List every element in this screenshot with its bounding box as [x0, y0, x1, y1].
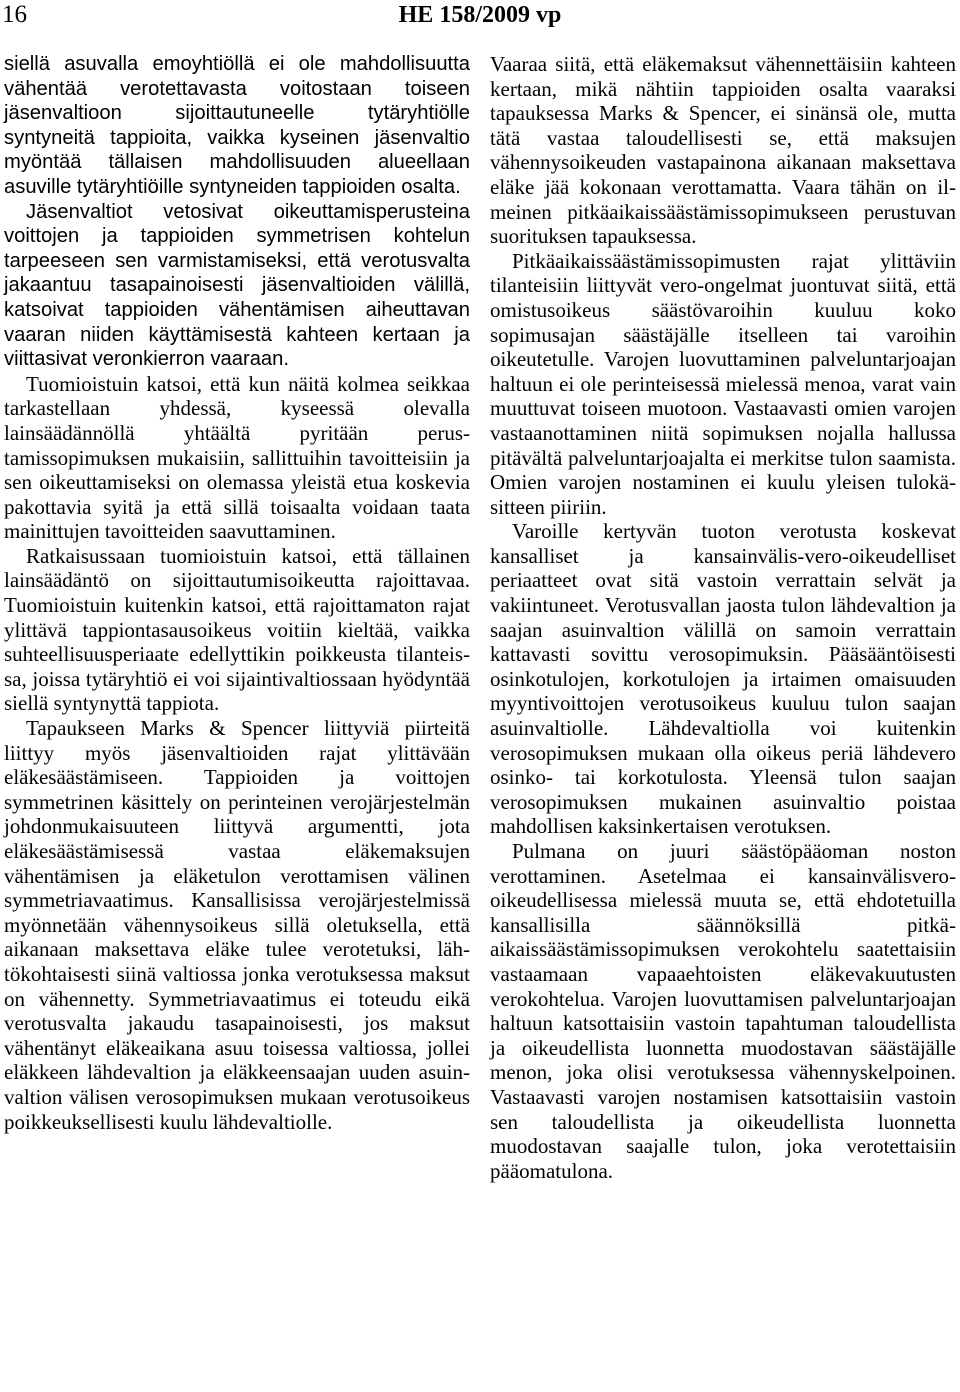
page-header [0, 0, 960, 40]
paragraph: Varoille kertyvän tuoton verotusta koskevat kansalliset ja kansainvälis-vero-oikeudelliset periaatteet ovat sitä vastoin verrattain selvät ja vakiintuneet. Verotusvallan jaosta tulon lähdevaltion ja saajan asuinvaltion välillä on samoin verrattain kattavasti sovittu verosopimuksin. Pääsääntöisesti osinkotulojen, korkotulojen ja irtaimen omaisuuden myyntivoittojen verotusoikeus kuuluu tulon saajan asuinvaltiolle. Lähdevaltiolla voi kuitenkin verosopimuksen mukaan olla oikeus periä lähdevero osinko- tai korkotulosta. Yleensä tulon saajan verosopimuksen mukainen asuinvaltio poistaa mahdollisen kaksinkertaisen verotuksen. [490, 519, 956, 839]
paragraph: Tapaukseen Marks & Spencer liittyviä piirteitä liittyy myös jäsenvaltioiden rajat ylittävään eläkesäästämiseen. Tappioiden ja voittojen symmetrinen käsittely on perinteinen verojärjestelmän johdonmukaisuuteen liittyvä argumentti, jota eläkesäästämisessä vastaa eläkemaksujen vähentämisen ja eläketulon verottamisen välinen symmetriavaatimus. Kansallisissa verojärjestelmissä myönnetään vähennysoikeus sillä oletuksella, että aikanaan maksettava eläke tulee verotetuksi, lähtökohtaisesti siinä valtiossa jonka verotuksessa maksut on vähennetty. Symmetriavaatimus ei toteudu eikä verotusvalta jakaudu tasapainoisesti, jos maksut vähentänyt eläkeaikana asuu toisessa valtiossa, jollei eläkkeen lähdevaltion ja eläkkeensaajan uuden asuinvaltion välisen verosopimuksen mukaan verotusoikeus poikkeuksellisesti kuulu lähdevaltiolle. [4, 716, 470, 1134]
paragraph: Tuomioistuin katsoi, että kun näitä kolmea seikkaa tarkastellaan yhdessä, kyseessä olevalla lainsäädännöllä yhtäältä pyritään perustamissopimuksen mukaisiin, sallittuihin tavoitteisiin ja sen oikeuttamiseksi on olemassa yleistä etua koskevia pakottavia syitä ja että sillä toisaalta voidaan taata mainittujen tavoitteiden saavuttaminen. [4, 371, 470, 544]
right-column [490, 52, 956, 1183]
paragraph: Pulmana on juuri säästöpääoman noston verottaminen. Asetelmaa ei kansainvälisvero-oikeudellisessa mielessä muuta se, että ehdotetuilla kansallisilla säännöksillä pitkäaikaissäästämissopimuksen verokohtelu saatettaisiin vastaamaan vapaaehtoisten eläkevakuutusten verokohtelua. Varojen luovuttamisen palveluntarjoajan haltuun katsottaisiin vastoin tapahtuman taloudellista ja oikeudellista luonnetta muodostavan säästäjälle menon, joka olisi verotuksessa vähennyskelpoinen. Vastaavasti varojen nostamisen katsottaisiin vastoin sen taloudellista ja oikeudellista luonnetta muodostavan saajalle tulon, joka verotettaisiin pääomatulona. [490, 839, 956, 1183]
paragraph: siellä asuvalla emoyhtiöllä ei ole mahdollisuutta vähentää verotettavasta voitostaan toiseen jäsenvaltioon sijoittautuneelle tytäryhtiölle syntyneitä tappioita, vaikka kyseinen jäsenvaltio myöntää tällaisen mahdollisuuden alueellaan asuville tytäryhtiöille syntyneiden tappioiden osalta. [4, 53, 470, 198]
paragraph: Jäsenvaltiot vetosivat oikeuttamisperusteina voittojen ja tappioiden symmetrisen kohtelun tarpeeseen sen varmistamiseksi, että verotusvalta jakaantuu tasapainoisesti jäsenvaltioiden välillä, katsoivat tappioiden vähentämisen aiheuttavan vaaran niiden käyttämisestä kahteen kertaan ja viittasivat veronkierron vaaraan. [4, 200, 470, 371]
page-number: 16 [2, 1, 27, 28]
document-id: HE 158/2009 vp [398, 2, 562, 28]
paragraph: Vaaraa siitä, että eläkemaksut vähennettäisiin kahteen kertaan, mikä nähtiin tappioiden osalta vaaraksi tapauksessa Marks & Spencer, ei sinänsä ole, mutta tätä vastaa taloudellisesti se, että maksujen vähennysoikeuden vastapainona aikanaan maksettava eläke jää kokonaan verottamatta. Vaara tähän on ilmeinen pitkäaikaissäästämissopimukseen perustuvan suorituksen tapauksessa. [490, 52, 956, 249]
paragraph: Pitkäaikaissäästämissopimusten rajat ylittäviin tilanteisiin liittyvät vero-ongelmat juontuvat siitä, että omistusoikeus säästövaroihin kuuluu koko sopimusajan säästäjälle itselleen tai varoihin oikeutetulle. Varojen luovuttaminen palveluntarjoajan haltuun ei ole perinteisessä mielessä menoa, varat vain muuttuvat toiseen muotoon. Vastaavasti omien varojen vastaanottaminen niitä sopimuksen nojalla hallussa pitävältä palveluntarjoajalta ei merkitse tulon saamista. Omien varojen nostaminen ei kuulu yleisen tulokäsitteen piiriin. [490, 248, 956, 519]
paragraph: Ratkaisussaan tuomioistuin katsoi, että tällainen lainsäädäntö on sijoittautumisoikeutta rajoittavaa. Tuomioistuin kuitenkin katsoi, että rajoittamaton rajat ylittävä tappiontasausoikeus voitiin kieltää, vaikka suhteellisuusperiaate edellyttikin poikkeusta tilanteissa, joissa tytäryhtiö ei voi sijaintivaltiossaan hyödyntää siellä syntynyttä tappiota. [4, 543, 470, 716]
left-column [4, 52, 470, 1134]
